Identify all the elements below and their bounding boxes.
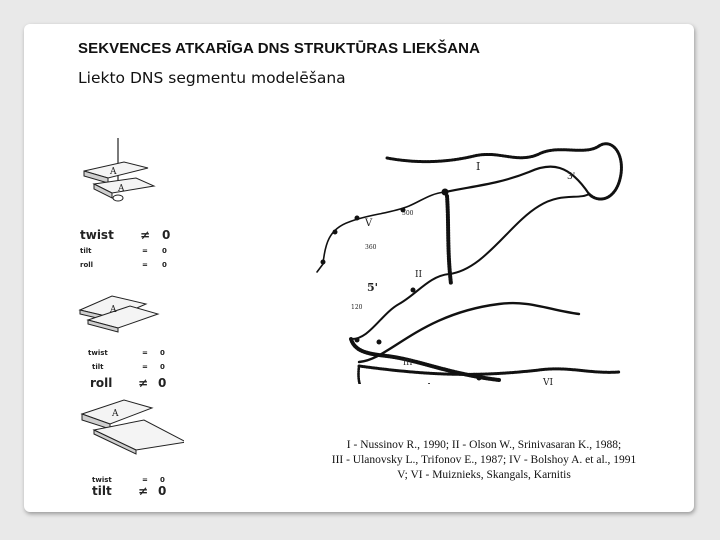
twist-value: 0: [160, 476, 165, 484]
label-500: 500: [402, 210, 414, 217]
roll-label: roll: [90, 376, 113, 390]
curve-3prime-loop: [589, 144, 621, 199]
tilt-label: tilt: [92, 363, 104, 371]
twist-label: twist: [88, 349, 108, 357]
label-vi: VI: [543, 378, 554, 388]
block-letter: A: [110, 305, 117, 315]
curve-i: [387, 146, 599, 162]
block-letter: A: [112, 409, 119, 419]
curve-vi-top: [359, 303, 579, 362]
tilt-value: 0: [158, 484, 167, 498]
label-5prime: 5': [367, 281, 379, 294]
twist-operator: =: [142, 349, 148, 357]
roll-value: 0: [162, 261, 167, 269]
step-blocks-drawing: [74, 124, 184, 499]
label-ii: II: [415, 270, 423, 280]
label-iii: III: [403, 358, 413, 367]
slide-title: SEKVENCES ATKARĪGA DNS STRUKTŪRAS LIEKŠANA: [78, 40, 480, 57]
curve-ii: [351, 194, 589, 339]
caption-line: V; VI - Muiznieks, Skangals, Karnitis: [397, 469, 571, 481]
tilt-operator: =: [142, 363, 148, 371]
twist-operator: ≠: [140, 228, 151, 242]
roll-label: roll: [80, 261, 94, 269]
twist-operator: =: [142, 476, 148, 484]
label-v: V: [365, 218, 373, 229]
label-3prime: 3': [567, 172, 576, 182]
label-120: 120: [351, 304, 363, 311]
block-letter: A: [110, 167, 117, 177]
curve-v: [323, 192, 445, 264]
tilt-operator: ≠: [138, 484, 149, 498]
twist-value: 0: [162, 228, 171, 242]
curve-vi: [359, 366, 619, 374]
curve-5prime: [317, 264, 323, 272]
tilt-block-illustration: [82, 400, 184, 454]
tilt-label: tilt: [92, 484, 112, 498]
slide-subtitle: Liekto DNS segmentu modelēšana: [78, 69, 346, 87]
tilt-operator: =: [142, 247, 148, 255]
figure-caption: [294, 438, 674, 483]
roll-operator: ≠: [138, 376, 149, 390]
label-360: 360: [365, 244, 377, 251]
step-deformation-figure: [74, 124, 184, 499]
roll-value: 0: [158, 376, 167, 390]
twist-label: twist: [92, 476, 112, 484]
tilt-label: tilt: [80, 247, 92, 255]
label-i: I: [476, 160, 481, 173]
curve-coil: [447, 196, 451, 284]
slide: [24, 24, 694, 512]
caption-line: I - Nussinov R., 1990; II - Olson W., Srinivasaran K., 1988;: [346, 439, 622, 451]
dna-trajectory-figure: [299, 134, 659, 388]
caption-line: III - Ulanovsky L., Trifonov E., 1987; IV - Bolshoy A. et al., 1991: [331, 454, 637, 466]
tilt-value: 0: [160, 363, 165, 371]
tilt-value: 0: [162, 247, 167, 255]
twist-label: twist: [80, 228, 114, 242]
twist-value: 0: [160, 349, 165, 357]
block-letter: A: [118, 184, 125, 194]
roll-block-illustration: [80, 296, 158, 332]
roll-operator: =: [142, 261, 148, 269]
